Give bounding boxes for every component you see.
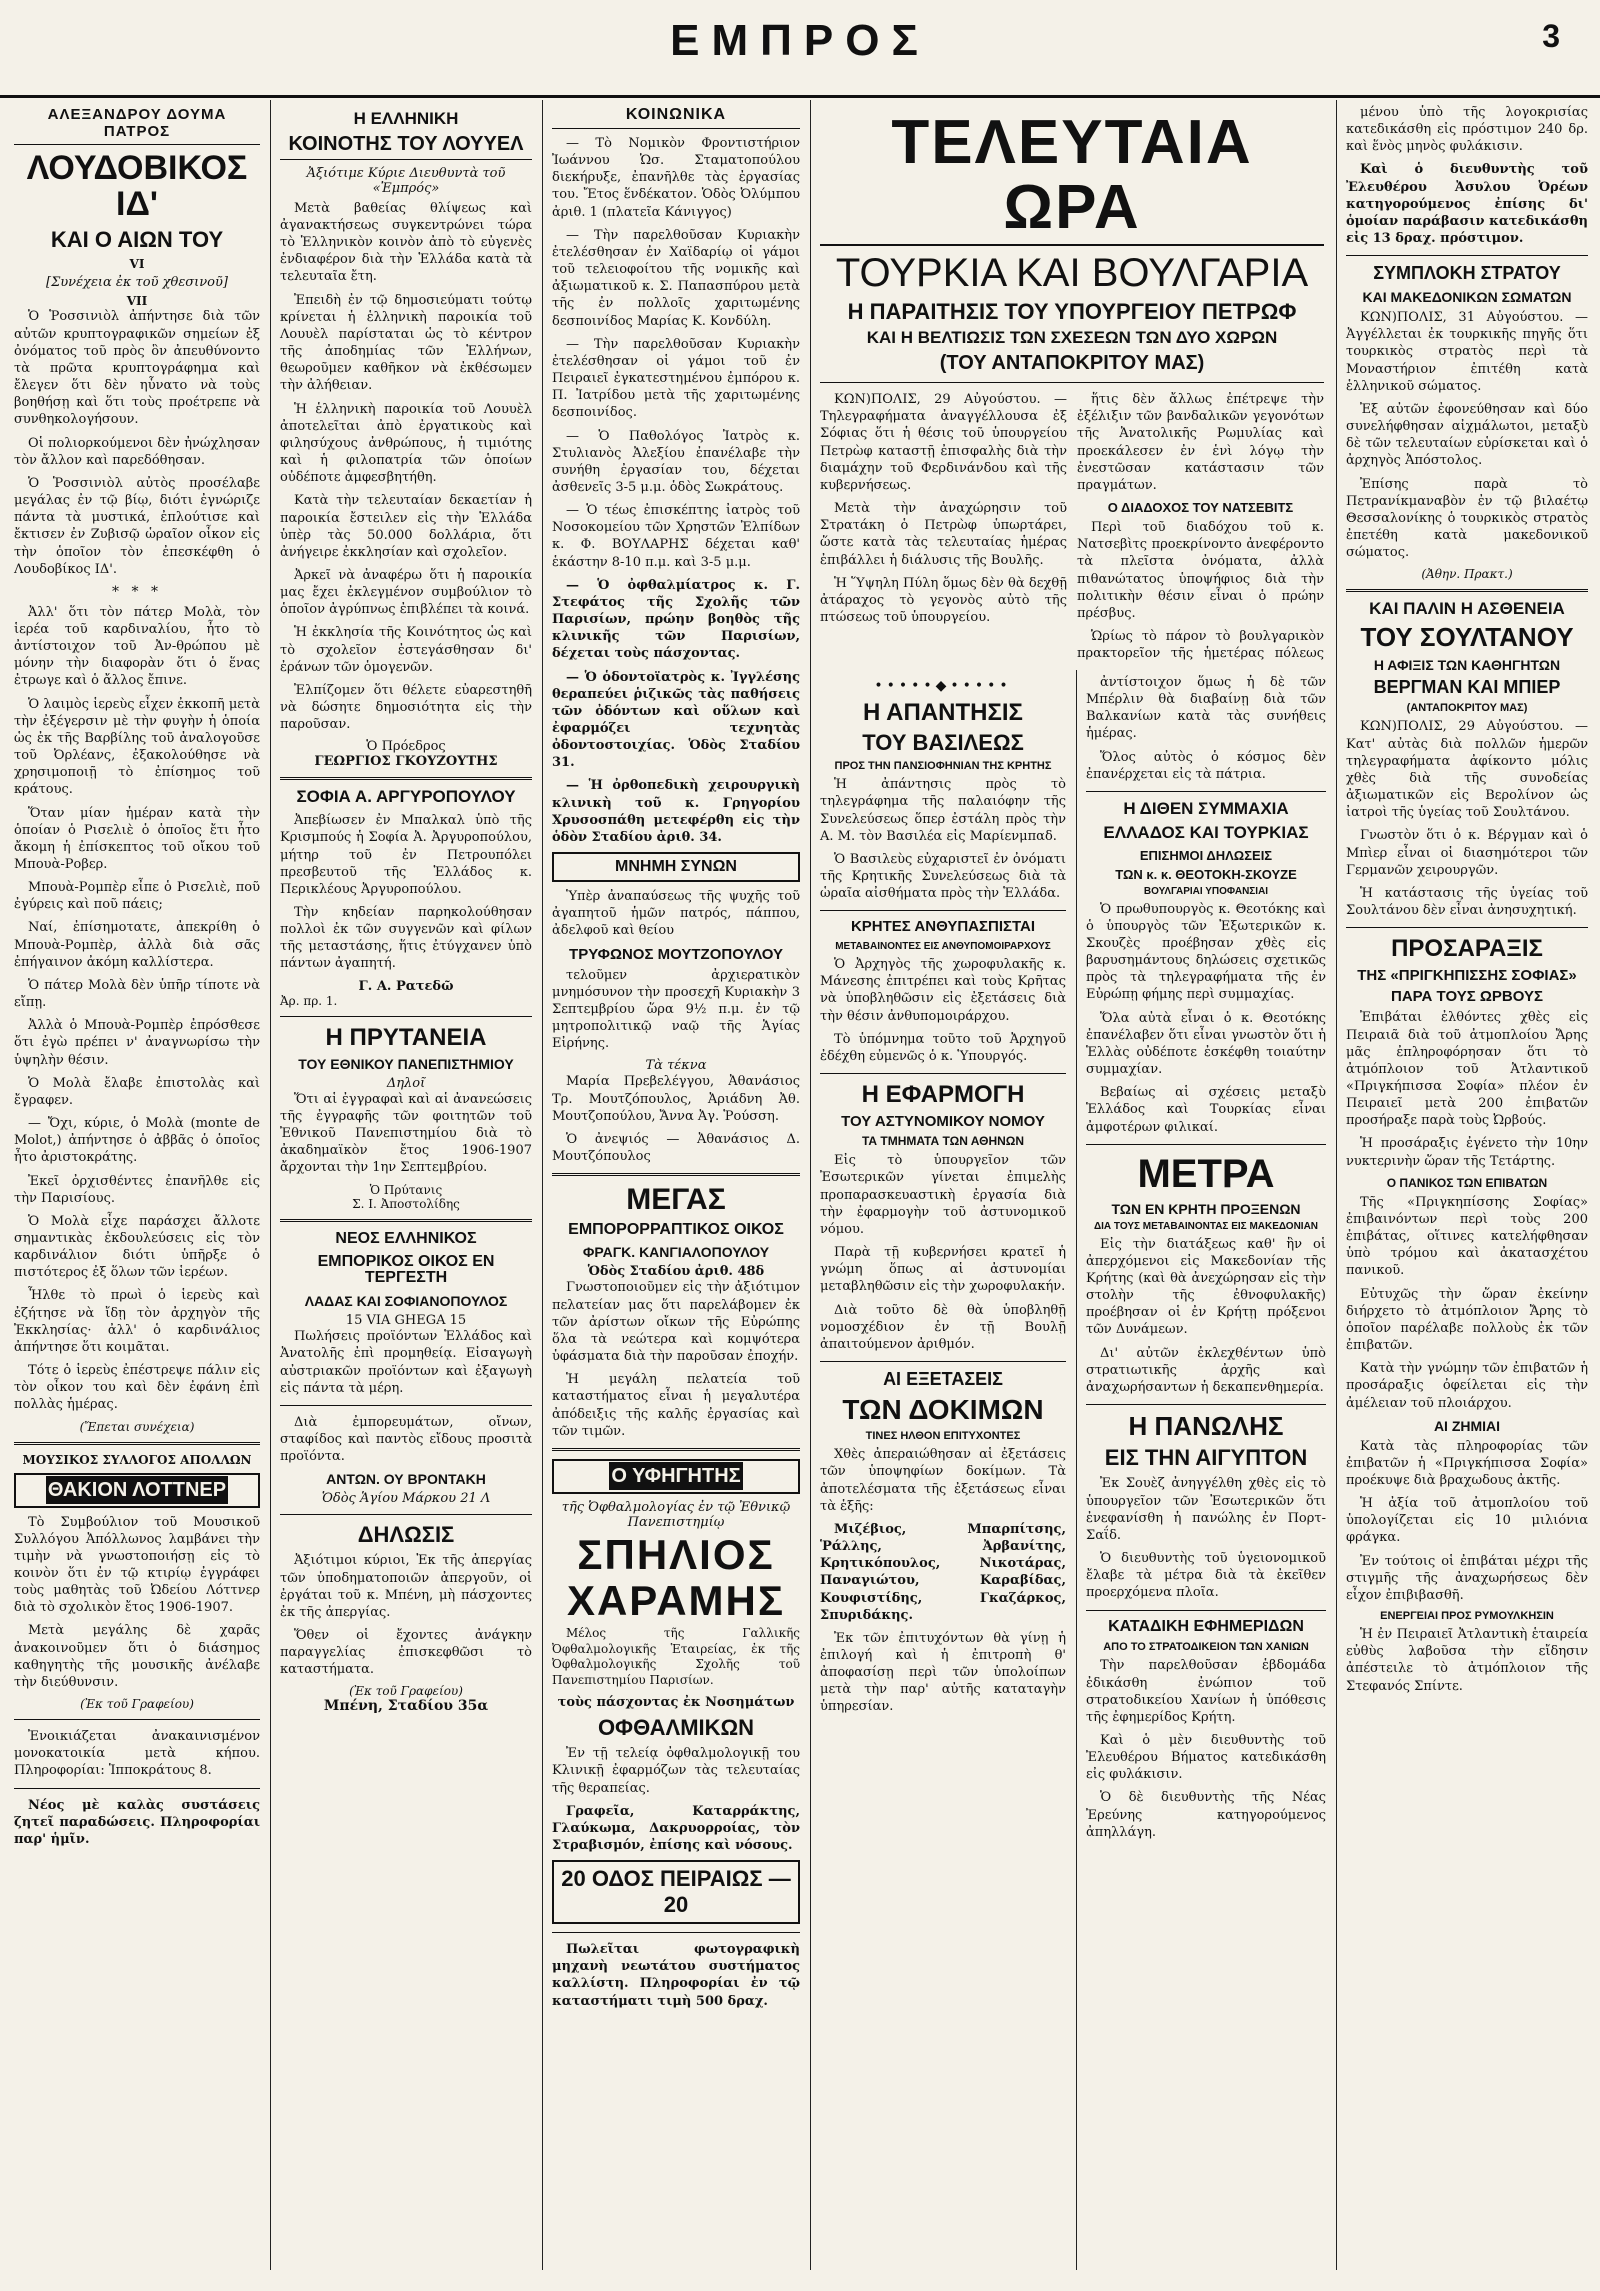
divider	[1086, 1404, 1326, 1405]
paragraph: τελοῦμεν ἀρχιερατικὸν μνημόσυνον τὴν προσεχῆ Κυριακὴν 3 Σεπτεμβρίου ὥρα 9½ π.μ. ἐν τῷ μητροπολιτικῷ ναῷ τῆς Ἁγίας Εἰρήνης.	[552, 967, 800, 1052]
to-be-continued: (Ἔπεται συνέχεια)	[79, 1419, 195, 1434]
paragraph: ἥτις δὲν ἄλλως ἐπέτρεψε τὴν ἐξέλιξιν τῶν βανδαλικῶν γεγονότων τῆς Ἀνατολικῆς Ρωμυλίας καὶ προεκάλεσεν ἐν ἑνὶ λόγῳ τὴν ἐνεστῶσαν κατάστασιν τῶν πραγμάτων.	[1077, 392, 1324, 493]
paragraph: Ἐπίσης παρὰ τὸ Πετρανίκμαναβὸν ἐν τῷ βιλαέτῳ Θεσσαλονίκης ὁ τουρκικὸς στρατὸς ἐπετέθη κατὰ μακεδονικοῦ σώματος.	[1346, 476, 1588, 561]
ad-kicker: ΜΕΓΑΣ	[626, 1183, 726, 1217]
paragraph: Ὅλα αὐτὰ εἶναι ὁ κ. Θεοτόκης ἐπανέλαβεν ὅτι εἶναι γνωστὸν ὅτι ἡ Ἑλλὰς οὐδέποτε ἐσκέφθη τοιαύτην συμμαχίαν.	[1086, 1010, 1326, 1078]
paragraph: ΚΩΝ)ΠΟΛΙΣ, 29 Αὐγούστου. — Κατ' αὐτὰς διὰ πολλῶν ἡμερῶν τηλεγραφήματα ἀφίκοντο μόλις χθὲς διὰ τῆς συνοδείας ἀξιωματικῶν εἰς Βερολίνον ὡς ἰατροὶ τῆς ὑγείας τοῦ Σουλτάνου.	[1346, 719, 1588, 821]
reference-number: Ἀρ. πρ. 1.	[280, 993, 338, 1008]
article-byline: (ΑΝΤΑΠΟΚΡΙΤΟΥ ΜΑΣ)	[1406, 702, 1528, 715]
column-rule	[810, 100, 811, 2270]
divider	[820, 1073, 1066, 1074]
paragraph: Ἀλλὰ ὁ Μπουὰ-Ρομπὲρ ἐπρόσθεσε ὅτι ἐγὼ πρέπει ν' ἀναγνωρίσω τὴν ὑψηλὴν θέσιν.	[14, 1018, 260, 1068]
notice-kicker: ΜΟΥΣΙΚΟΣ ΣΥΛΛΟΓΟΣ ΑΠΟΛΛΩΝ	[22, 1452, 252, 1467]
paragraph: Τῆς «Πριγκηπίσσης Σοφίας» ἐπιβαινόντων περὶ τοὺς 200 ἐπιβάτας, οἵτινες κατελήφθησαν ὑπὸ τρόμου καὶ ἀκατασχέτου πανικοῦ.	[1346, 1194, 1588, 1279]
paragraph: Ὁ λαιμὸς ἱερεὺς εἶχεν ἐκκοπῆ μετὰ τὴν ἐξέγερσιν μὲ τὴν φυγὴν ἡ ὁποία ὡς ἐκ τῆς Βαρβίλης τοῦ ἀναλογοῦσε τοῦ Ὀρλέανς, ἐξακολούθησε νὰ χρησιμοποιῇ τὸ ἐπίσημος τοῦ κράτους.	[14, 696, 260, 798]
column-3	[544, 100, 808, 2270]
paragraph: Ἀξιότιμοι κύριοι, Ἐκ τῆς ἀπεργίας τῶν ὑποδηματοποιῶν ἀπεργοῦν, οἱ ἐργάται τοῦ κ. Μπένη, μὴ πάσχοντες ἐκ τῆς ἀπεργίας.	[280, 1553, 532, 1620]
article-deck-3: ΒΟΥΛΓΑΡΙΑΙ ΥΠΟΦΑΝΣΙΑΙ	[1143, 885, 1269, 897]
paragraph: Οἱ πολιορκούμενοι δὲν ἠνώχλησαν τὸν ἄλλον καὶ παρεδόθησαν.	[14, 435, 260, 468]
paragraph: Βεβαίως αἱ σχέσεις μεταξὺ Ἑλλάδος καὶ Τουρκίας εἶναι ἀμφοτέρων φιλικαί.	[1086, 1085, 1326, 1135]
article-subheadline: ΤΗΣ «ΠΡΙΓΚΗΠΙΣΣΗΣ ΣΟΦΙΑΣ»	[1357, 967, 1577, 985]
serial-author: ΑΛΕΞΑΝΔΡΟΥ ΔΟΥΜΑ ΠΑΤΡΟΣ	[14, 104, 260, 145]
family-label: Τὰ τέκνα	[645, 1058, 707, 1074]
article-subheadline: ΤΩΝ ΕΝ ΚΡΗΤΗ ΠΡΟΞΕΝΩΝ	[1111, 1200, 1301, 1217]
paragraph: Μετὰ μεγάλης δὲ χαρᾶς ἀνακοινοῦμεν ὅτι ὁ διάσημος καθηγητὴς τῆς μουσικῆς ἀνέλαβε τὴν διεύθυνσιν.	[14, 1623, 260, 1690]
paragraph: Παρὰ τῇ κυβερνήσει κρατεῖ ἡ γνώμη ὅπως αἱ ἀστυνομίαι μεταβληθῶσιν εἰς τὴν χωροφυλακήν.	[820, 1245, 1066, 1295]
paragraph: Μπουὰ-Ρομπὲρ εἶπε ὁ Ρισελιὲ, ποῦ ἐγύρεις καὶ ποῦ πάεις;	[14, 880, 260, 913]
paragraph: Ὁ Μολὰ εἶχε παράσχει ἄλλοτε σημαντικὰς ἐκδουλεύσεις εἰς τὸν καρδινάλιον διότι ὑπῆρξε ὁ πιστότερος ἐξ ὅλων τῶν ἱερέων.	[14, 1213, 260, 1281]
article-subheadline: ΤΟΥ ΑΣΤΥΝΟΜΙΚΟΥ ΝΟΜΟΥ	[841, 1113, 1045, 1131]
ad-name-large: ΧΑΡΑΜΗΣ	[566, 1576, 786, 1624]
paragraph: Διὰ τοῦτο δὲ θὰ ὑποβληθῇ νομοσχέδιον ἐν τῇ Βουλῇ ἀπαιτούμενον ἀριθμόν.	[820, 1302, 1066, 1352]
signature-title: Ὁ Πρόεδρος	[366, 739, 446, 755]
paragraph: Ἀρκεῖ νὰ ἀναφέρω ὅτι ἡ παροικία μας ἔχει ἐκλεγμένον συμβούλιον τὸ ὁποῖον ἀγρύπνως ἐπιβλέπει τὰ κοινά.	[280, 567, 532, 618]
ad-kicker: Ο ΥΦΗΓΗΤΗΣ	[552, 1459, 800, 1494]
article-headline: Η ΕΦΑΡΜΟΓΗ	[861, 1081, 1025, 1109]
divider	[1346, 589, 1588, 592]
paragraph: Ἐκ Σουὲζ ἀνηγγέλθη χθὲς εἰς τὸ ὑπουργεῖον τῶν Ἐσωτερικῶν ὅτι ἐνεφανίσθη ἡ πανώλης ἐν Πορτ-Σαΐδ.	[1086, 1476, 1326, 1543]
lead-story-left	[820, 391, 1067, 660]
divider	[280, 1219, 532, 1222]
paragraph: Ὅλος αὐτὸς ὁ κόσμος δὲν ἐπανέρχεται εἰς τὰ πάτρια.	[1086, 749, 1326, 782]
column-2	[272, 100, 540, 2270]
paragraph: Ἡ ἀξία τοῦ ἀτμοπλοίου τοῦ ὑπολογίζεται εἰς 10 μιλιόνια φράγκα.	[1346, 1496, 1588, 1546]
paragraph: Μαρία Πρεβελέγγου, Ἀθανάσιος Τρ. Μουτζόπουλος, Ἀριάδνη Ἀθ. Μουτζοπούλου, Ἄννα Ἀγ. Ῥούσση.	[552, 1074, 800, 1124]
article-kicker: ΑΙ ΕΞΕΤΑΣΕΙΣ	[883, 1368, 1003, 1389]
article-headline: ΤΩΝ ΔΟΚΙΜΩΝ	[842, 1393, 1044, 1425]
paragraph: — Ὄχι, κύριε, ὁ Μολὰ (monte de Molot,) ἀπήντησε ὁ ἀββᾶς ὁ ὁποῖος ἦτο ἀριστοκράτης.	[14, 1116, 260, 1166]
paragraph: Ἦλθε τὸ πρωὶ ὁ ἱερεὺς καὶ ἐζήτησε νὰ ἴδῃ τὸν ἀρχηγὸν τῆς Ἐκκλησίας· ἀλλ' ὁ καρδινάλιος ἀπήντησε ὅτι κοιμᾶται.	[14, 1288, 260, 1355]
memorial-headline: ΜΝΗΜΗ ΣΥΝΩΝ	[552, 852, 800, 882]
obituary-headline: ΣΟΦΙΑ Α. ΑΡΓΥΡΟΠΟΥΛΟΥ	[296, 787, 516, 807]
paragraph: Ἐν τούτοις οἱ ἐπιβάται μέχρι τῆς στιγμῆς τῆς ἀναχωρήσεως δὲν εἶχον ἐπιβιβασθῆ.	[1346, 1553, 1588, 1603]
paragraph: Ὁ διευθυντὴς τοῦ ὑγειονομικοῦ ἔλαβε τὰ μέτρα διὰ τὰ ἐκεῖθεν προερχόμενα πλοῖα.	[1086, 1551, 1326, 1601]
paragraph: Μετὰ τὴν ἀναχώρησιν τοῦ Στρατάκη ὁ Πετρὼφ ὑπωρτάρει, ὥστε κατὰ τὰς τελευταίας ἡμέρας ἐπιβάλλει ἡ διάλυσις τῆς Βουλῆς.	[820, 501, 1067, 568]
ad-name: ΦΡΑΓΚ. ΚΑΝΓΙΑΛΟΠΟΥΛΟΥ	[582, 1244, 770, 1261]
lead-story-body	[820, 391, 1324, 660]
column-5	[1078, 670, 1334, 2270]
subsection-headline: Ο ΔΙΑΔΟΧΟΣ ΤΟΥ ΝΑΤΣΕΒΙΤΣ	[1107, 500, 1294, 516]
serial-title: ΛΟΥΔΟΒΙΚΟΣ ΙΔ'	[26, 149, 248, 223]
paragraph: Γνωστὸν ὅτι ὁ κ. Βέργμαν καὶ ὁ Μπὶερ εἶναι οἱ διασημότεροι τῶν Γερμανῶν χειρουργῶν.	[1346, 828, 1588, 878]
article-headline: ΚΑΤΑΔΙΚΗ ΕΦΗΜΕΡΙΔΩΝ	[1108, 1617, 1304, 1635]
paragraph: — Τὴν παρελθοῦσαν Κυριακὴν ἐτελέσθησαν οἱ γάμοι τοῦ ἐν Πειραιεῖ ἐγκατεστημένου ἐμπόρου κ. Π. Ἰατρίδου μετὰ τῆς χαριτωμένης δεσποινίδος.	[552, 336, 800, 421]
paragraph: Γραφεῖα, Καταρράκτης, Γλαύκωμα, Δακρυορροίας, τὸν Στραβισμόν, ἐπίσης καὶ νόσους.	[552, 1803, 800, 1854]
paragraph: Ὅθεν οἱ ἔχοντες ἀνάγκην παραγγελίας ἐπισκεφθῶσι τὸ καταστήματα.	[280, 1628, 532, 1678]
ad-address-box: 20 ΟΔΟΣ ΠΕΙΡΑΙΩΣ — 20	[552, 1860, 800, 1924]
paragraph: Κατὰ τὴν τελευταίαν δεκαετίαν ἡ παροικία ἔστειλεν εἰς τὴν Ἑλλάδα ὑπὲρ τὰς 50.000 δολλάρια, ὅτι ἀνήγειρε ἐκκλησίαν καὶ σχολεῖον.	[280, 493, 532, 560]
lead-story-header	[812, 100, 1332, 660]
article-deck: ΜΕΤΑΒΑΙΝΟΝΤΕΣ ΕΙΣ ΑΝΘΥΠΟΜΟΙΡΑΡΧΟΥΣ	[835, 941, 1051, 953]
article-kicker: Η ΕΛΛΗΝΙΚΗ	[353, 109, 459, 128]
column-1	[6, 100, 268, 2270]
paragraph: Ἀπεβίωσεν ἐν Μπαλκαλ ὑπὸ τῆς Κρισμπούς ἡ Σοφία Ἀ. Ἀργυροπούλου, μήτηρ τοῦ ἐν Πετρουπόλει πρεσβευτοῦ τῆς Ἑλλάδος κ. Περικλέους Ἀργυροπούλου.	[280, 813, 532, 897]
chapter-number-2: VII	[126, 294, 148, 309]
ad-subtitle: τῆς Ὀφθαλμολογίας ἐν τῷ Ἐθνικῷ Πανεπιστημίῳ	[561, 1499, 791, 1530]
paragraph: Ὁ Ῥοσσινιὸλ ἀπήντησε διὰ τῶν αὐτῶν κρυπτογραφικῶν σημείων ἐξ ὀνόματος τοῦ πρὸς ὃν ἀπευθύνοντο τὰ πρῶτα κρυπτογράφημα καὶ ἔλεγεν ὅτι δὲν ηὗνατο νὰ τοὺς βοηθήσῃ καὶ ὅτι τοὺς προέτρεπε νὰ συνθηκολογήσουν.	[14, 309, 260, 428]
divider	[820, 910, 1066, 911]
article-subheadline: Η ΑΦΙΞΙΣ ΤΩΝ ΚΑΘΗΓΗΤΩΝ	[1373, 657, 1561, 674]
paragraph: — Ἡ ὀρθοπεδικὴ χειρουργικὴ κλινικὴ τοῦ κ. Γρηγορίου Χρυσοσπάθη μετεφέρθη εἰς τὴν ὁδὸν Σταδίου ἀριθ. 34.	[552, 778, 800, 845]
article-headline: ΤΟΥ ΣΟΥΛΤΑΝΟΥ	[1360, 622, 1574, 653]
paragraph: Τότε ὁ ἱερεὺς ἐπέστρεψε πάλιν εἰς τὸν οἶκον του καὶ δὲν ἐφάνη ἐπὶ πολλὰς ἡμέρας.	[14, 1363, 260, 1413]
signature-name: ΓΕΩΡΓΙΟΣ ΓΚΟΥΖΟΥΤΗΣ	[314, 754, 498, 770]
column-rule	[542, 100, 543, 2270]
paragraph: — Ὁ ὀφθαλμίατρος κ. Γ. Στεφάτος τῆς Σχολῆς τῶν Παρισίων, πρώην βοηθὸς τῆς κλινικῆς τῶν Παρισίων, δέχεται τοὺς πάσχοντας.	[552, 577, 800, 662]
ad-kicker: ΝΕΟΣ ΕΛΛΗΝΙΚΟΣ	[335, 1229, 477, 1247]
subsection-headline: Ο ΠΑΝΙΚΟΣ ΤΩΝ ΕΠΙΒΑΤΩΝ	[1386, 1175, 1548, 1190]
paragraph: Γνωστοποιοῦμεν εἰς τὴν ἀξιότιμον πελατείαν μας ὅτι παρελάβομεν ἐκ τῶν ἀρίστων οἴκων τῆς Εὐρώπης ὅλα τὰ νεώτερα καὶ κομψότερα ὑφάσματα διὰ τὴν παροῦσαν ἐποχήν.	[552, 1280, 800, 1365]
paragraph: Ὡρίως τὸ πάρον τὸ βουλγαρικὸν πρακτορεῖον τῆς ἡμετέρας πόλεως	[1077, 629, 1324, 660]
masthead	[0, 0, 1600, 98]
divider	[1086, 1610, 1326, 1611]
article-deck: ΕΠΙΣΗΜΟΙ ΔΗΛΩΣΕΙΣ	[1139, 847, 1273, 863]
classified-ad: Νέος μὲ καλὰς συστάσεις ζητεῖ παραδώσεις. Πληροφορίαι παρ' ἡμῖν.	[14, 1797, 260, 1847]
divider	[14, 1719, 260, 1720]
paragraph: Ὑπὲρ ἀναπαύσεως τῆς ψυχῆς τοῦ ἀγαπητοῦ ἡμῶν πατρός, πάππου, ἀδελφοῦ καὶ θείου	[552, 889, 800, 939]
paragraph: Ἡ ἑλληνικὴ παροικία τοῦ Λουυὲλ ἀποτελεῖται ἀπὸ ἐργατικοὺς καὶ φιλησύχους ἀνθρώπους, ἡ τιμιότης καὶ ἡ φιλοπατρία τῶν ὁποίων οὐδέποτε ἀμφεσβητήθη.	[280, 401, 532, 486]
ad-line: τοὺς πάσχοντας ἐκ Νοσημάτων	[557, 1695, 795, 1711]
article-headline: ΚΟΙΝΟΤΗΣ ΤΟΥ ΛΟΥΥΕΛ	[280, 134, 532, 160]
lead-byline: (ΤΟΥ ΑΝΤΑΠΟΚΡΙΤΟΥ ΜΑΣ)	[939, 352, 1205, 375]
subsection-headline: ΕΝΕΡΓΕΙΑΙ ΠΡΟΣ ΡΥΜΟΥΛΚΗΣΙΝ	[1380, 1610, 1554, 1623]
article-deck: ΠΑΡΑ ΤΟΥΣ ΩΡΒΟΥΣ	[1391, 988, 1543, 1006]
article-deck: ΤΑ ΤΜΗΜΑΤΑ ΤΩΝ ΑΘΗΝΩΝ	[861, 1134, 1025, 1149]
paragraph: Μέλος τῆς Γαλλικῆς Ὀφθαλμολογικῆς Ἑταιρείας, ἐκ τῆς Ὀφθαλμολογικῆς Σχολῆς τοῦ Πανεπιστημίου Παρισίων.	[552, 1625, 800, 1688]
signature-title: Ὁ Πρύτανις	[369, 1182, 443, 1197]
lead-headline: ΤΕΛΕΥΤΑΙΑ ΩΡΑ	[820, 110, 1324, 246]
divider	[820, 1361, 1066, 1362]
paragraph: ΚΩΝ)ΠΟΛΙΣ, 29 Αὐγούστου. — Τηλεγραφήματα ἀναγγέλλουσα ἐξ Σόφιας ὅτι ἡ θέσις τοῦ ὑπουργείου Πετρὼφ καταστῇ ἐπισφαλὴς διὰ τὴν διαμάχην τοῦ Φερδινάνδου καὶ τῆς κυβερνήσεως.	[820, 392, 1067, 493]
paragraph: Κατὰ τὴν γνώμην τῶν ἐπιβατῶν ἡ προσάραξις ὀφείλεται εἰς τὴν ἀμέλειαν τοῦ πλοιάρχου.	[1346, 1361, 1588, 1411]
paragraph: Διὰ ἐμπορευμάτων, οἴνων, σταφίδος καὶ παντὸς εἴδους προσιτὰ προϊόντα.	[280, 1414, 532, 1465]
paragraph: Χθὲς ἀπεραιώθησαν αἱ ἐξετάσεις τῶν ὑποψηφίων δοκίμων. Τὰ ἀποτελέσματα τῆς ἐξετάσεως εἶναι τὰ ἑξῆς:	[820, 1447, 1066, 1514]
subsection-headline: ΑΙ ΖΗΜΙΑΙ	[1433, 1417, 1501, 1434]
declaration-headline: ΔΗΛΩΣΙΣ	[357, 1522, 455, 1548]
paragraph: Δι' αὐτῶν ἐκλεχθέντων ὑπὸ στρατιωτικῆς ἀρχῆς καὶ ἀναχωρήσαντων ἡ δεκαπενθημερία.	[1086, 1345, 1326, 1395]
paragraph: Καὶ ὁ μὲν διευθυντὴς τοῦ Ἐλευθέρου Βήματος κατεδικάσθη εἰς φυλάκισιν.	[1086, 1732, 1326, 1783]
paragraph: Ἡ ἀπάντησις πρὸς τὸ τηλεγράφημα τῆς παλαιόφην τῆς Συνελεύσεως ὅπερ ἐστάλη πρὸς τὴν Α. Μ. τὸν Βασιλέα εἰς Μαρίενμπαδ.	[820, 777, 1066, 844]
column-rule	[270, 100, 271, 2270]
paragraph: Ἡ προσάραξις ἐγένετο τὴν 10ην νυκτερινὴν ὥραν τῆς Τετάρτης.	[1346, 1136, 1588, 1169]
paragraph: Τὸ ὑπόμνημα τοῦτο τοῦ Ἀρχηγοῦ ἐδέχθη εὐμενῶς ὁ κ. Ὑπουργός.	[820, 1031, 1066, 1064]
paragraph: Ἡ μεγάλη πελατεία τοῦ καταστήματος εἶναι ἡ μεγαλυτέρα ἀπόδειξις τῆς καλῆς ἐργασίας καὶ τῶν τιμῶν.	[552, 1372, 800, 1439]
paragraph: Ἐξ αὐτῶν ἐφονεύθησαν καὶ δύο συνελήφθησαν αἰχμάλωτοι, μεταξὺ δὲ τῶν τελευταίων εὑρίσκεται καὶ ὁ ἀρχηγὸς Ἀπόστολος.	[1346, 401, 1588, 469]
ad-address: Ὁδὸς Σταδίου ἀριθ. 48δ	[587, 1264, 765, 1280]
ad-name-large: ΣΠΗΛΙΟΣ	[577, 1530, 775, 1578]
ornament: * * *	[112, 583, 162, 600]
paragraph: — Ὁ τέως ἐπισκέπτης ἰατρὸς τοῦ Νοσοκομείου τῶν Χρηστῶν Ἐλπίδων κ. Φ. ΒΟΥΛΑΡΗΣ δέχεται καθ' ἑκάστην 8-10 π.μ. καὶ 3-5 μ.μ.	[552, 503, 800, 570]
paragraph: Μετὰ βαθείας θλίψεως καὶ ἀγανακτήσεως συγκεντρώνει τώρα τὸ Ἑλληνικὸν κοινὸν ἀπὸ τὸ εὐγενὲς ἐνδιαφέρον διὰ τὴν Ἑλλάδα κατὰ τὰ τελευταῖα ἔτη.	[280, 200, 532, 285]
paragraph: Ὁ πρωθυπουργὸς κ. Θεοτόκης καὶ ὁ ὑπουργὸς τῶν Ἐξωτερικῶν κ. Σκουζὲς προέβησαν χθὲς εἰς βαρυσημάντους δηλώσεις σχετικῶς πρὸς τὰ τηλεγραφήματα τῆς ἐν Εὐρώπῃ φήμης περὶ συμμαχίας.	[1086, 901, 1326, 1003]
article-subheadline: ΕΛΛΑΔΟΣ ΚΑΙ ΤΟΥΡΚΙΑΣ	[1103, 822, 1309, 842]
article-headline: ΜΕΤΡΑ	[1137, 1151, 1275, 1196]
article-deck: ΔΙΑ ΤΟΥΣ ΜΕΤΑΒΑΙΝΟΝΤΑΣ ΕΙΣ ΜΑΚΕΔΟΝΙΑΝ	[1093, 1220, 1319, 1232]
ad-headline: ΕΜΠΟΡΟΡΡΑΠΤΙΚΟΣ ΟΙΚΟΣ	[568, 1220, 784, 1238]
divider	[280, 1405, 532, 1406]
source-note: (Ἐκ τοῦ Γραφείου)	[80, 1697, 194, 1712]
ad-headline: ΟΦΘΑΛΜΙΚΩΝ	[597, 1715, 755, 1741]
ad-headline: ΕΜΠΟΡΙΚΟΣ ΟΙΚΟΣ ΕΝ ΤΕΡΓΕΣΤΗ	[317, 1252, 495, 1287]
article-kicker: ΚΑΙ ΠΑΛΙΝ Η ΑΣΘΕΝΕΙΑ	[1369, 599, 1565, 619]
paragraph: Πωλήσεις προϊόντων Ἑλλάδος καὶ Ἀνατολῆς ἐπὶ προμηθείᾳ. Εἰσαγωγὴ αὐστριακῶν προϊόντων καὶ ἐξαγωγὴ εἰς πάντα τὰ μέρη.	[280, 1329, 532, 1396]
article-subheadline-2: ΒΕΡΓΜΑΝ ΚΑΙ ΜΠΙΕΡ	[1373, 677, 1561, 698]
article-deck: ΠΡΟΣ ΤΗΝ ΠΑΝΣΙΟΦΗΝΙΑΝ ΤΗΣ ΚΡΗΤΗΣ	[834, 760, 1052, 773]
article-headline: ΣΥΜΠΛΟΚΗ ΣΤΡΑΤΟΥ	[1373, 263, 1561, 284]
ad-address: Μπένη, Σταδίου 35α	[323, 1698, 489, 1715]
paragraph: Ἡ κατάστασις τῆς ὑγείας τοῦ Σουλτάνου δὲν εἶναι ἀνησυχητική.	[1346, 885, 1588, 919]
divider	[1086, 1144, 1326, 1145]
paragraph: Ἀλλ' ὅτι τὸν πάτερ Μολὰ, τὸν ἱερέα τοῦ καρδιναλίου, ἦτο τὸ ἀντίστοιχον τοῦ Ἀν-θρώπου μὲ μόνην τὴν διαφορὰν ὅτι ὁ ἕνας ἐτρωγε καὶ ὁ ἄλλος ἔπινε.	[14, 604, 260, 689]
divider	[280, 777, 532, 780]
classified-ad: Ἐνοικιάζεται ἀνακαινισμένον μονοκατοικία μετὰ κήπου. Πληροφορίαι: Ἱπποκράτους 8.	[14, 1729, 260, 1779]
divider	[280, 1514, 532, 1515]
ad-address: 15 VIA GHEGA 15	[345, 1313, 467, 1329]
paragraph: Ὁ Ῥοσσινιὸλ αὐτὸς προσέλαβε μεγάλας ἐν τῷ βίῳ, διότι ἐγνώριζε πάντα τὰ μυστικά, ἐπλούτισε καὶ ἔκτισεν ἐν Ζυβισῷ ὡραῖον οἶκον εἰς τὴν ὁποῖον τὸν ἐπεσκέφθη ὁ Λουδοβίκος ΙΔ'.	[14, 475, 260, 577]
paragraph: Ἐκεῖ ὀρχισθέντες ἐπανῆλθε εἰς τὴν Παρισίους.	[14, 1173, 260, 1206]
article-headline: Η ΠΑΝΩΛΗΣ	[1128, 1411, 1284, 1442]
divider	[820, 382, 1324, 383]
section-kicker: ΚΟΙΝΩΝΙΚΑ	[552, 104, 800, 129]
paragraph: Ἐν τῇ τελείᾳ ὀφθαλμολογικῇ του Κλινικῇ ἐφαρμόζων τὰς τελευταίας τῆς θεραπείας.	[552, 1746, 800, 1796]
article-deck-2: ΤΩΝ κ. κ. ΘΕΟΤΟΚΗ-ΣΚΟΥΖΕ	[1115, 866, 1297, 882]
paragraph: Τὸ Συμβούλιον τοῦ Μουσικοῦ Συλλόγου Ἀπόλλωνος λαμβάνει τὴν τιμὴν νὰ γνωστοποιήσῃ εἰς τὸ κοινὸν ὅτι ἐν τῷ κτιρίῳ ἐγγράφει τοὺς μαθητὰς τοῦ Ὠδείου Λόττνερ διὰ τὸ σχολικὸν ἔτος 1906-1907.	[14, 1514, 260, 1616]
article-subheadline: ΚΑΙ ΜΑΚΕΔΟΝΙΚΩΝ ΣΩΜΑΤΩΝ	[1362, 289, 1572, 306]
paragraph: Ἐλπίζομεν ὅτι θέλετε εὐαρεστηθῆ νὰ δώσητε δημοσιότητα εἰς τὴν παροῦσαν.	[280, 682, 532, 733]
paragraph: Ναί, ἐπίσημοτατε, ἀπεκρίθη ὁ Μπουὰ-Ρομπὲρ, ἀλλὰ διὰ σᾶς ἐπήγαινον ἀκόμη καλλίστερα.	[14, 920, 260, 970]
classified-ad: Πωλεῖται φωτογραφικὴ μηχανὴ νεωτάτου συστήματος καλλίστη. Πληροφορίαι ἐν τῷ καταστήματι τιμὴ 500 δραχ.	[552, 1942, 800, 2009]
signature-name: Γ. Α. Ρατεδῶ	[358, 978, 454, 994]
divider	[14, 1788, 260, 1789]
paragraph: Ὁ Βασιλεὺς εὐχαριστεῖ ἐν ὀνόματι τῆς Κρητικῆς Συνελεύσεως διὰ τὰ ὡραῖα αἰσθήματα πρὸς τὴν Ἑλλάδα.	[820, 851, 1066, 902]
divider	[1346, 255, 1588, 256]
divider	[552, 1173, 800, 1176]
paragraph: Ὁ Ἀρχηγὸς τῆς χωροφυλακῆς κ. Μάνεσης ἐπιτρέπει καὶ τοὺς Κρῆτας νὰ ὑποβληθῶσιν εἰς ἐξετάσεις διὰ τὴν θέσιν ἀνθυπομοιράρχου.	[820, 957, 1066, 1024]
article-subheadline: ΤΟΥ ΒΑΣΙΛΕΩΣ	[862, 730, 1024, 756]
chapter-number: VI	[129, 257, 145, 272]
divider	[280, 1016, 532, 1017]
paragraph: Μιζέβιος, Μπαρπίτσης, Ῥάλλης, Ἀρβανίτης, Κρητικόπουλος, Νικοτάρας, Παναγιώτου, Καραβίδας, Κουφιστίδης, Γκαζάρκος, Σπυριδάκης.	[820, 1521, 1066, 1623]
notice-headline: Η ΠΡΥΤΑΝΕΙΑ	[325, 1023, 487, 1051]
article-headline: Η ΔΙΘΕΝ ΣΥΜΜΑΧΙΑ	[1123, 798, 1289, 818]
divider	[14, 1442, 260, 1445]
paragraph: Ἡ Ὕψηλη Πύλη ὅμως δὲν θὰ δεχθῇ ἀτάραχος τὸ γεγονὸς αὐτὸ τῆς πτώσεως τοῦ ὑπουργείου.	[820, 575, 1067, 625]
column-4	[812, 670, 1074, 2270]
paragraph: Εἰς τὸ ὑπουργεῖον τῶν Ἐσωτερικῶν γίνεται ἐπιμελὴς προπαρασκευαστικὴ ἐργασία διὰ τὴν ἐφαρμογὴν τοῦ ἀστυνομικοῦ νόμου.	[820, 1153, 1066, 1237]
paragraph: Ὁ πάτερ Μολὰ δὲν ὑπῆρ τίποτε νὰ εἴπῃ.	[14, 977, 260, 1011]
paragraph: Κατὰ τὰς πληροφορίας τῶν ἐπιβατῶν ἡ «Πριγκήπισσα Σοφία» προέκυψε διὰ βραχωδους ἀκτῆς.	[1346, 1438, 1588, 1488]
paragraph: Τὴν παρελθοῦσαν ἑβδομάδα ἐδικάσθη ἐνώπιον τοῦ στρατοδικείου Χανίων ἡ ὑπόθεσις τῆς ἐφημερίδος Κρήτη.	[1086, 1658, 1326, 1725]
paragraph: Ὅτι αἱ ἐγγραφαὶ καὶ αἱ ἀνανεώσεις τῆς ἐγγραφῆς τῶν φοιτητῶν τοῦ Ἐθνικοῦ Πανεπιστημίου διὰ τὸ ἀκαδημαϊκὸν ἔτος 1906-1907 ἄρχονται τὴν 1ην Σεπτεμβρίου.	[280, 1091, 532, 1176]
paragraph: Ὁ Μολὰ ἔλαβε ἐπιστολὰς καὶ ἔγραφεν.	[14, 1075, 260, 1108]
lead-subheadline: ΤΟΥΡΚΙΑ ΚΑΙ ΒΟΥΛΓΑΡΙΑ	[835, 251, 1309, 296]
continuation-note: [Συνέχεια ἐκ τοῦ χθεσινοῦ]	[46, 275, 228, 291]
memorial-name: ΤΡΥΦΩΝΟΣ ΜΟΥΤΖΟΠΟΥΛΟΥ	[569, 945, 783, 963]
divider	[1086, 791, 1326, 792]
article-deck: ΑΠΟ ΤΟ ΣΤΡΑΤΟΔΙΚΕΙΟΝ ΤΩΝ ΧΑΝΙΩΝ	[1103, 1641, 1309, 1654]
notice-subheadline: ΤΟΥ ΕΘΝΙΚΟΥ ΠΑΝΕΠΙΣΤΗΜΙΟΥ	[298, 1055, 514, 1072]
paragraph: μένου ὑπὸ τῆς λογοκρισίας κατεδικάσθη εἰς πρόστιμον 240 δρ. καὶ ἕνὸς μηνὸς φυλάκισιν.	[1346, 105, 1588, 155]
paragraph: Ὅταν μίαν ἡμέραν κατὰ τὴν ὁποίαν ὁ Ρισελιὲ ὁ ὁποῖος ἔτι ἦτο ἄκομη ἡ ἐπίσκεπτος τοῦ οἴκου τοῦ Μπουὰ-Ροβερ.	[14, 805, 260, 872]
article-subheadline: ΕΙΣ ΤΗΝ ΑΙΓΥΠΤΟΝ	[1104, 1445, 1308, 1471]
paragraph: Ἐπιβάται ἐλθόντες χθὲς εἰς Πειραιᾶ διὰ τοῦ ἀτμοπλοίου Ἄρης μᾶς ἐπληροφόρησαν ὅτι τὸ ἀτμόπλοιον τοῦ Ἀτλαντικοῦ «Πριγκήπισσα Σοφία» πλέον ἐν Πειραιεῖ μετὰ 200 ἐπιβατῶν προσήραξε παρὰ τοὺς Ὠρβούς.	[1346, 1010, 1588, 1129]
signature-name: Σ. Ι. Ἀποστολίδης	[352, 1196, 460, 1211]
ad-names: ΛΑΔΑΣ ΚΑΙ ΣΟΦΙΑΝΟΠΟΥΛΟΣ	[304, 1293, 508, 1310]
paragraph: Ὁ δὲ διευθυντὴς τῆς Νέας Ἐρεύνης κατηγορούμενος ἀπηλλάγη.	[1086, 1790, 1326, 1840]
paragraph: ΚΩΝ)ΠΟΛΙΣ, 31 Αὐγούστου. — Ἀγγέλλεται ἐκ τουρκικῆς πηγῆς ὅτι τουρκικὸς στρατὸς περὶ τὰ Μοναστήριον ἐπιτέθη κατὰ ἑλληνικοῦ σώματος.	[1346, 310, 1588, 394]
notice-headline: ΘΑΚΙΟΝ ΛΟΤΤΝΕΡ	[14, 1473, 260, 1508]
serial-subtitle: ΚΑΙ Ο ΑΙΩΝ ΤΟΥ	[50, 227, 224, 253]
ad-name: ΑΝΤΩΝ. ΟΥ ΒΡΟΝΤΑΚΗ	[326, 1471, 486, 1488]
source-note: (Ἐκ τοῦ Γραφείου)	[349, 1684, 463, 1699]
paragraph: Εἰς τὴν διατάξεως καθ' ἣν οἱ ἀπερχόμενοι εἰς Μακεδονίαν τῆς Κρήτης (καὶ θὰ ἀνεχώρησαν εἰς τὴν στολὴν τῆς ἐθνοφυλακῆς) προέβησαν οἱ ἐν Κρήτῃ πρόξενοι τῶν Δυνάμεων.	[1086, 1236, 1326, 1338]
paragraph: — Ὁ Παθολόγος Ἰατρὸς κ. Στυλιανὸς Ἀλεξίου ἐπανέλαβε τὴν συνήθη ἐργασίαν του, δέχεται ἀσθενεῖς 3-5 μ.μ. ὁδὸς Σωκράτους.	[552, 428, 800, 495]
paragraph: Εὐτυχῶς τὴν ὥραν ἐκείνην διήρχετο τὸ ἀτμόπλοιον Ἄρης τὸ ὁποῖον παρέλαβε πολλοὺς ἐκ τῶν ἐπιβατῶν.	[1346, 1286, 1588, 1354]
paragraph: Καὶ ὁ διευθυντὴς τοῦ Ἐλευθέρου Ἀσυλου Ὀρέων κατηγορούμενος ἐπίσης δι' ὁμοίαν παράβασιν κατεδικάσθη εἰς 13 δραχ. πρόστιμον.	[1346, 162, 1588, 247]
paragraph: — Ὁ ὁδοντοϊατρὸς κ. Ἰγγλέσης θεραπεύει ῥιζικῶς τὰς παθήσεις τῶν ὀδόντων καὶ οὕλων καὶ ἐφαρμόζει τεχνητὰς ὀδοντοστοιχίας. Ὁδὸς Σταδίου 31.	[552, 669, 800, 771]
article-headline: ΚΡΗΤΕΣ ΑΝΘΥΠΑΣΠΙΣΤΑΙ	[850, 918, 1036, 936]
article-headline: Η ΑΠΑΝΤΗΣΙΣ	[863, 699, 1023, 726]
paragraph: — Τὴν παρελθοῦσαν Κυριακὴν ἐτελέσθησαν ἐν Χαϊδαρίῳ οἱ γάμοι τοῦ τελειοφοίτου τῆς νομικῆς καὶ ἀξιωματικοῦ κ. Σ. Παπασπύρου μετὰ τῆς ἐν πολλοῖς χαριτωμένης δεσποινίδος Μαρίας Κ. Κονδύλη.	[552, 227, 800, 329]
paragraph: Ἡ ἐκκλησία τῆς Κοινότητος ὡς καὶ τὸ σχολεῖον ἐστεγάσθησαν δι' ἐράνων τῶν ὁμογενῶν.	[280, 625, 532, 675]
page-number: 3	[1542, 18, 1560, 54]
ornament: •••••◆•••••	[874, 678, 1012, 694]
paragraph: Τὴν κηδείαν παρηκολούθησαν πολλοὶ ἐκ τῶν συγγενῶν καὶ φίλων τῆς μεταστάσης, ἥτις ἐτύγχανεν ὑπὸ πάντων ἀγαπητή.	[280, 905, 532, 972]
notice-label: Δηλοῖ	[386, 1075, 426, 1091]
paragraph: — Τὸ Νομικὸν Φροντιστήριον Ἰωάννου Ὡσ. Σταματοπούλου διεκήρυξε, ἐπανῆλθε τὰς ἐργασίας του. Ἔτος ἕνδέκατον. Ὁδὸς Ὀλύμπου ἀριθ. 1 (πλατεῖα Κάνιγγος)	[552, 136, 800, 220]
article-headline: ΠΡΟΣΑΡΑΞΙΣ	[1391, 935, 1543, 963]
lead-story-right	[1077, 391, 1324, 660]
divider	[1346, 927, 1588, 928]
paragraph: Ἐπειδὴ ἐν τῷ δημοσιεύματι τούτῳ κρίνεται ἡ ἑλληνικὴ παροικία τοῦ Λουυὲλ παρίσταται ὡς τὸ κέντρον τῆς ἀποδημίας τῶν Ἑλλήνων, θεωροῦμεν καθῆκον νὰ ἐκθέσωμεν τὴν ἀλήθειαν.	[280, 292, 532, 394]
paragraph: Ἐκ τῶν ἐπιτυχόντων θὰ γίνῃ ἡ ἐπιλογή καὶ ἡ ἐπιτροπὴ θ' ἀποφασίσῃ περὶ τῶν ὑπολοίπων μετὰ τὴν παρ' αὐτῆς καταταγὴν ὑπηρεσίαν.	[820, 1630, 1066, 1715]
agency-credit: (Ἀθην. Πρακτ.)	[1421, 567, 1513, 582]
ad-address: Ὁδὸς Ἁγίου Μάρκου 21 Λ	[321, 1491, 491, 1507]
paragraph: Ἡ ἐν Πειραιεῖ Ἀτλαντικὴ ἑταιρεία εὐθὺς λαβοῦσα τὴν εἴδησιν ἀπέστειλε τὸ ἀτμόπλοιον τῆς Στεφανός Σπίντε.	[1346, 1627, 1588, 1694]
column-6	[1338, 100, 1596, 2270]
paragraph: Ὁ ἀνεψιός — Ἀθανάσιος Δ. Μουτζόπουλος	[552, 1131, 800, 1164]
newspaper-title: ΕΜΠΡΟΣ	[670, 16, 930, 65]
divider	[552, 1932, 800, 1933]
article-deck: ΤΙΝΕΣ ΗΛΘΟΝ ΕΠΙΤΥΧΟΝΤΕΣ	[865, 1430, 1021, 1443]
lead-deck: Η ΠΑΡΑΙΤΗΣΙΣ ΤΟΥ ΥΠΟΥΡΓΕΙΟΥ ΠΕΤΡΩΦ	[847, 299, 1297, 325]
column-rule	[1076, 670, 1077, 2270]
divider	[552, 1448, 800, 1451]
paragraph: ἀντίστοιχον ὅμως ἡ δὲ τῶν Μπέρλιν θὰ διαβαίνῃ διὰ τῶν Βαλκανίων κατὰ τὰς συνήθεις ἡμέρας.	[1086, 675, 1326, 742]
column-rule	[1336, 100, 1337, 2270]
paragraph: Περὶ τοῦ διαδόχου τοῦ κ. Νατσεβὶτς προεκρίνοντο ἀνεφέροντο τὰ πλεῖστα ὀνόματα, ἀλλὰ πιθανώτατος ὑποψήφιος διὰ τὴν πολιτικὴν θέσιν εἶναι ὁ πρώην πρέσβυς.	[1077, 520, 1324, 621]
lead-deck-2: ΚΑΙ Η ΒΕΛΤΙΩΣΙΣ ΤΩΝ ΣΧΕΣΕΩΝ ΤΩΝ ΔΥΟ ΧΩΡΩΝ	[866, 328, 1278, 348]
letter-salutation: Ἀξιότιμε Κύριε Διευθυντὰ τοῦ «Ἐμπρός»	[306, 165, 506, 196]
